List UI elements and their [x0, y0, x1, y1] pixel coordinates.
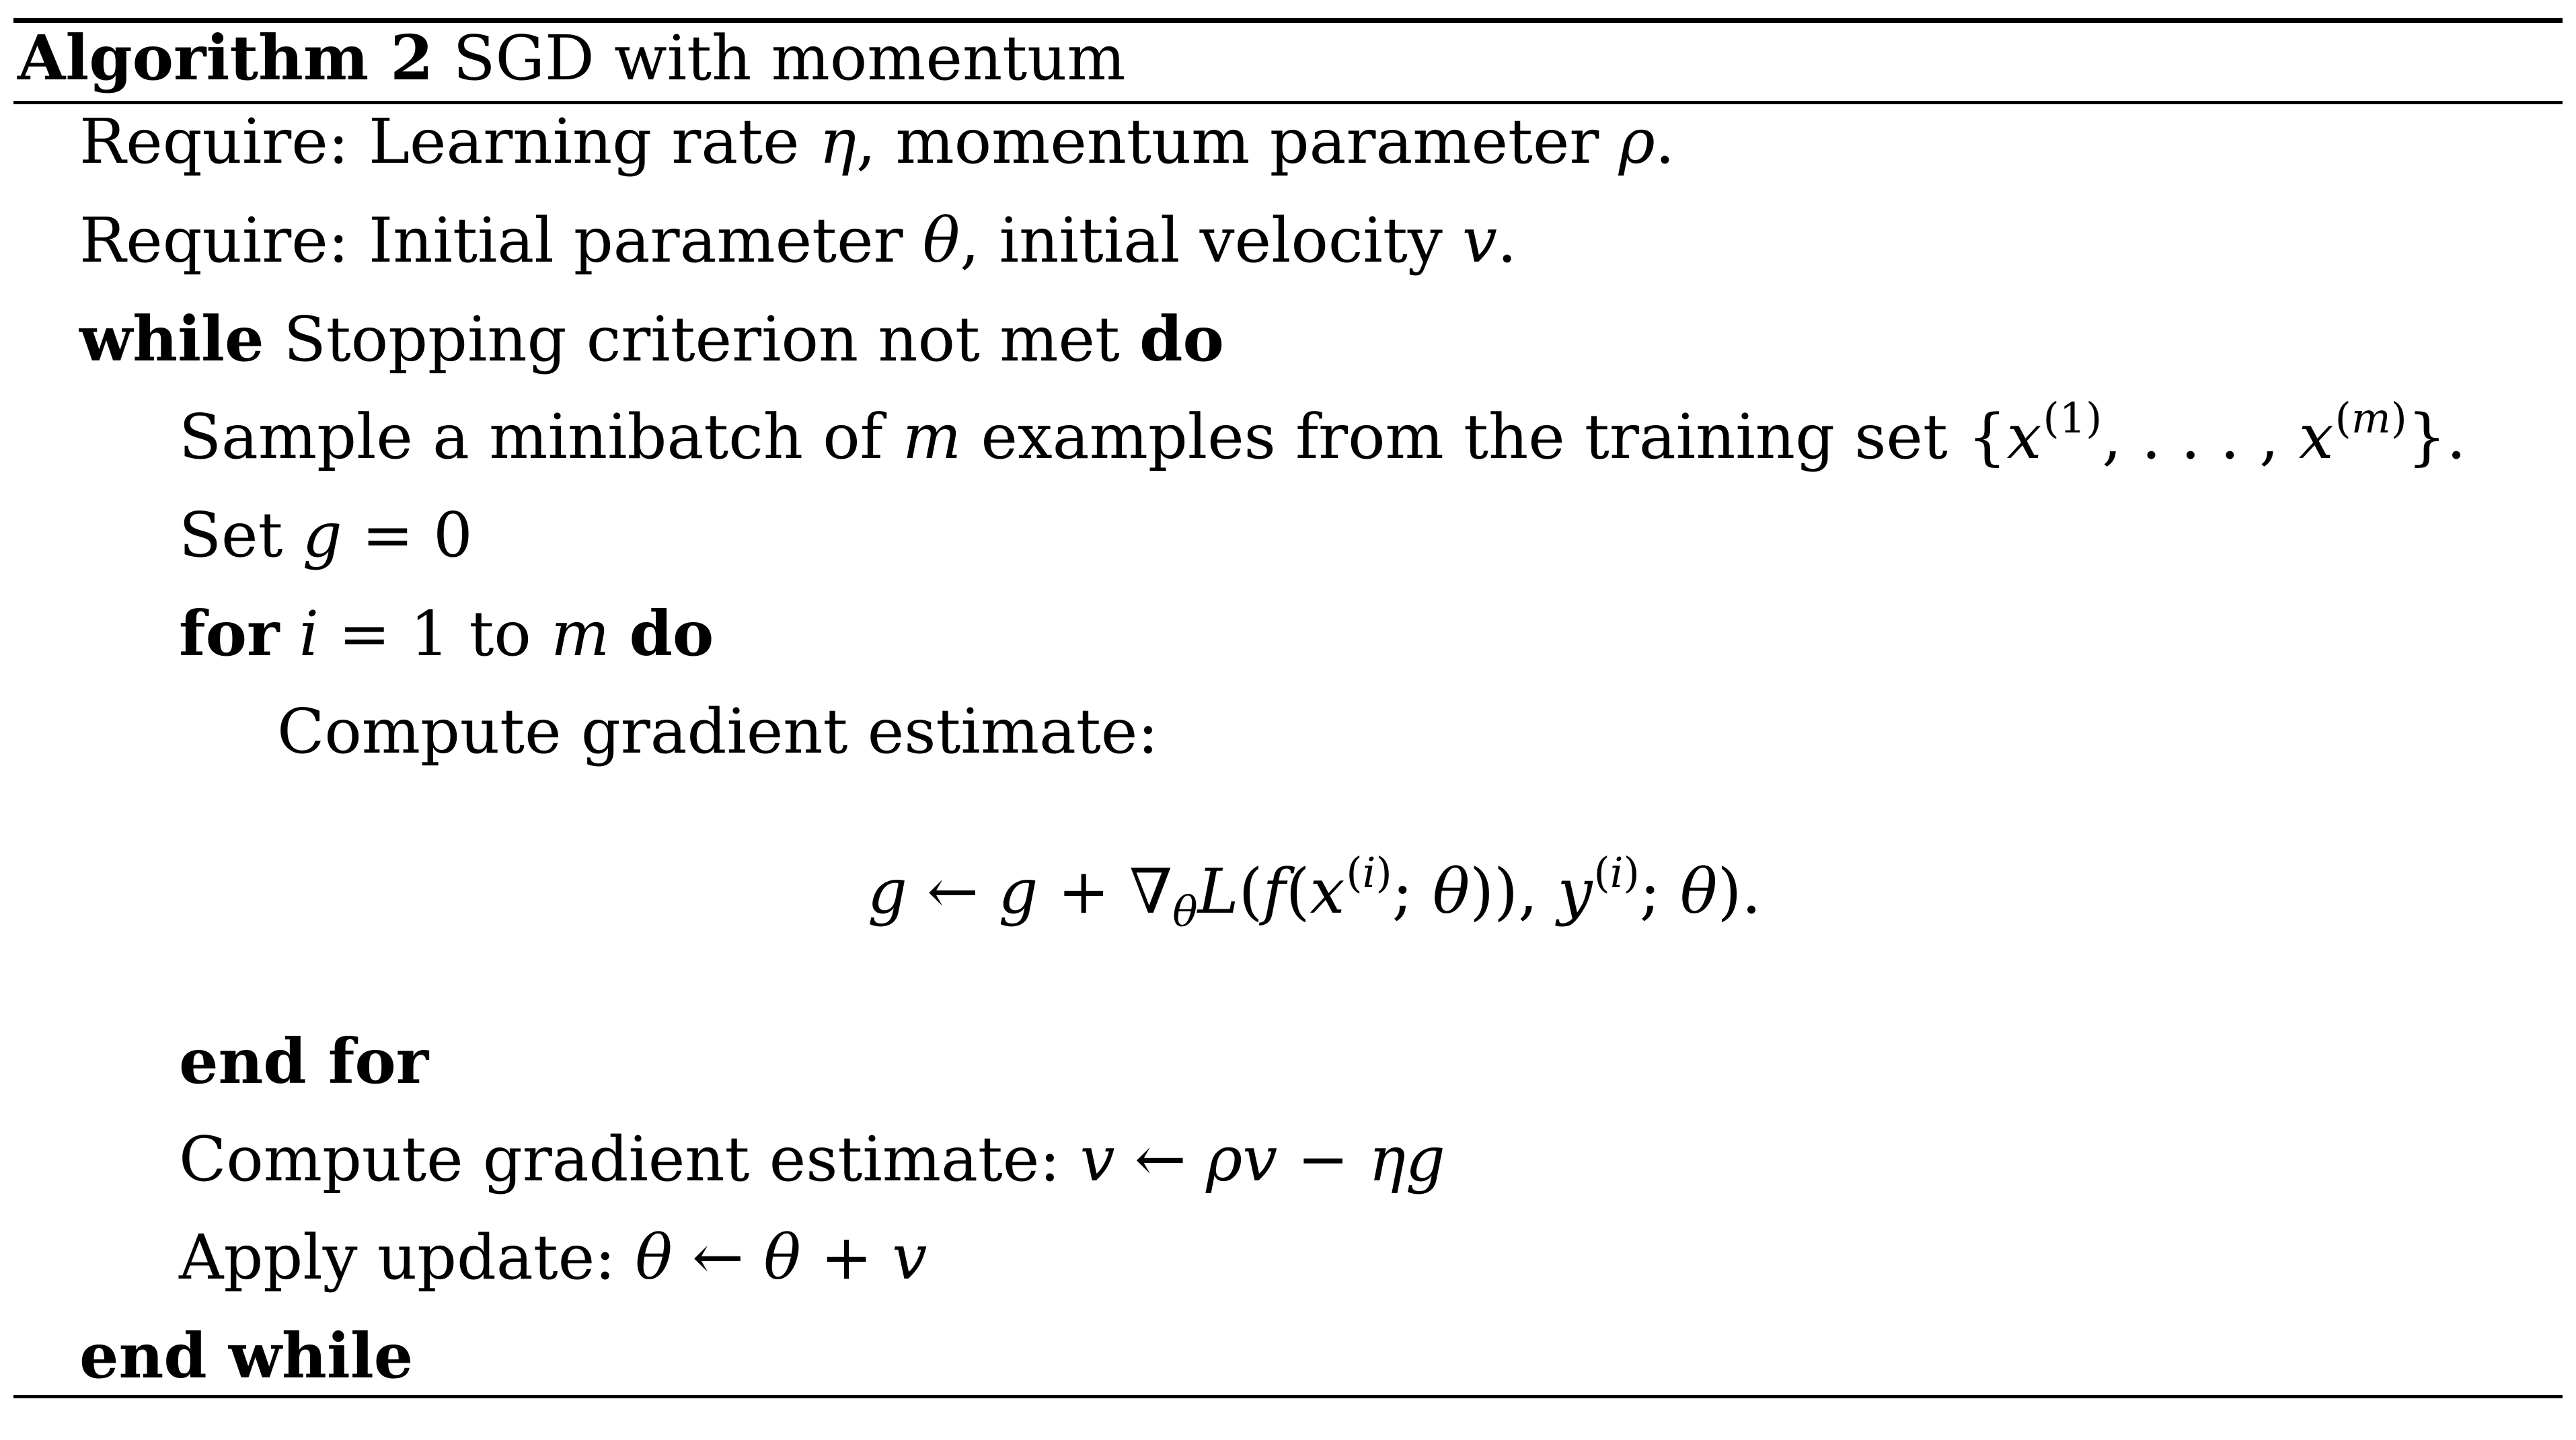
end-for-line: end for	[179, 1025, 429, 1098]
end-while-line: end while	[79, 1320, 414, 1392]
require-line-2	[79, 204, 1517, 276]
algorithm-box	[13, 0, 2563, 1440]
update-equation: θ ← θ + v	[635, 1221, 927, 1293]
for-range: i = 1 to m	[299, 598, 610, 670]
velocity-line	[179, 1123, 1445, 1195]
bottom-rule	[13, 1395, 2563, 1398]
for-do-keyword: do	[629, 597, 714, 670]
compute-line: Compute gradient estimate:	[277, 695, 1159, 767]
gradient-equation: g ← $g + \nabla_\theta L(f(x^{(i)}$; θ)), $y^{(i)}$; θ).	[868, 848, 1761, 936]
algorithm-title	[17, 22, 1126, 94]
update-label: Apply update:	[179, 1221, 616, 1293]
velocity-label: Compute gradient estimate:	[179, 1123, 1061, 1195]
require-text-1: Learning rate η, momentum parameter ρ.	[368, 106, 1675, 178]
require-keyword-2: Require:	[79, 204, 349, 276]
velocity-equation: v ← ρv − ηg	[1079, 1123, 1445, 1195]
require-text-2: Initial parameter θ, initial velocity v.	[368, 204, 1517, 276]
header-rule	[13, 101, 2563, 104]
sample-line: Sample a minibatch of m examples from the training set {$x^{(1)}$, . . . , $x^{(m)}$}.	[179, 393, 2466, 473]
while-do-keyword: do	[1139, 303, 1224, 375]
for-line	[179, 597, 714, 670]
algorithm-label: Algorithm 2	[17, 22, 434, 94]
while-line	[79, 303, 1224, 375]
update-line	[179, 1221, 927, 1293]
for-keyword: for	[179, 597, 280, 670]
while-condition: Stopping criterion not met	[283, 303, 1120, 375]
require-keyword-1: Require:	[79, 106, 349, 178]
while-keyword: while	[79, 303, 264, 375]
set-line: Set g = 0	[179, 499, 473, 571]
require-line-1	[79, 106, 1675, 178]
algorithm-name: SGD with momentum	[453, 22, 1126, 94]
